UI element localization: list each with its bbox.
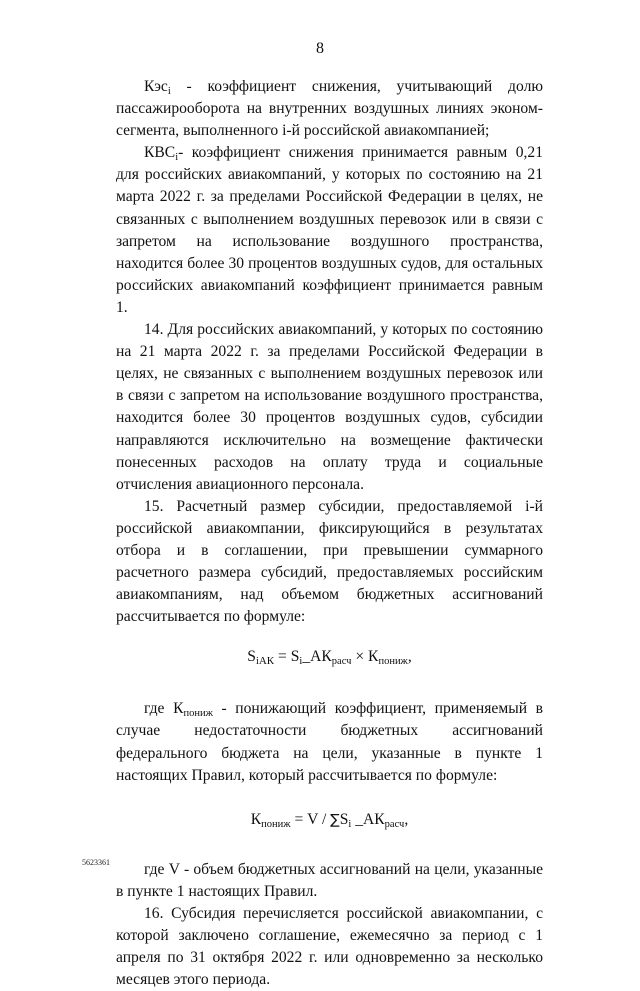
formula2-k: К [250,810,262,828]
formula-reduction-coefficient [116,809,543,831]
kvs-symbol: КВС [144,144,176,162]
v-definition: где V - объем бюджетных ассигнований на цели, указанные в пункте 1 настоящих Правил. [116,860,543,900]
formula1-lhs-sub-ak: АК [258,655,275,668]
formula2-ak: _АК [351,810,385,828]
paragraph-14: 14. Для российских авиакомпаний, у которых по состоянию на 21 марта 2022 г. за пределами Российской Федерации в целях, не связанных с выполнением воздушных перевозок или в связи с запретом на использование воздушного пространства, находится более 30 процентов воздушных судов, субсидии направляются исключительно на возмещение фактически понесенных расходов на оплату труда и социальные отчисления авиационного персонала. [116,321,543,493]
sum-icon: ∑ [330,811,340,828]
formula2-s: S [339,810,349,828]
formula1-end: , [407,648,412,666]
formula1-eq: = S [274,648,300,666]
kvs-text: - коэффициент снижения принимается равным 0,21 для российских авиакомпаний, у которых по состоянию на 21 марта 2022 г. за пределами Российской Федерации в целях, не связанных с выполнением воздушных перевозок или в связи с запретом на использование воздушного пространства, находится более 30 процентов воздушных судов, для остальных российских авиакомпаний коэффициент принимается равным 1. [116,144,543,316]
kes-symbol: Кэс [144,78,168,95]
document-body [116,76,543,991]
paragraph-16: 16. Субсидия перечисляется российской авиакомпании, с которой заключено соглашение, ежемесячно за период с 1 апреля по 31 октября 2022 г. или одновременно за несколько месяцев этого периода. [116,904,543,989]
formula1-ak-sub: расч [331,656,352,668]
formula1-k-sub: пониж [378,656,408,668]
formula2-k-sub: пониж [261,818,291,830]
k-def-sub: пониж [183,708,213,720]
kes-definition [116,76,543,142]
formula2-eq: = V / [290,810,331,828]
paragraph-15: 15. Расчетный размер субсидии, предоставляемой i-й российской авиакомпании, фиксирующийся в результатах отбора и в соглашении, при превышении суммарного расчетного размера субсидий, предоставляемых российским авиакомпаниям, над объемом бюджетных ассигнований рассчитывается по формуле: [116,497,543,626]
formula1-lhs-sub-i: i [255,656,259,668]
formula-subsidy [116,646,543,668]
kvs-definition [116,142,543,319]
formula1-ak: _АК [302,648,332,666]
formula1-lhs-sub [256,656,274,667]
k-def-text: - понижающий коэффициент, применяемый в случае недостаточности бюджетных ассигнований федерального бюджета на цели, указанные в пункте 1 настоящих Правил, который рассчитывается по формуле: [116,700,543,784]
k-def-prefix: где К [144,700,184,718]
formula2-end: , [404,810,409,828]
kes-subscript: i [167,86,171,97]
formula1-times: × К [351,648,379,666]
k-definition [116,698,543,786]
formula2-ak-sub: расч [384,818,405,830]
formula2-s-sub: i [348,818,352,830]
formula1-lhs: S [247,648,256,666]
page-number: 8 [316,40,324,57]
kes-text: - коэффициент снижения, учитывающий долю пассажирооборота на внутренних воздушных линиях эконом-сегмента, выполненного i-й российской авиакомпанией; [116,78,543,140]
kvs-subscript: i [175,152,179,164]
document-code: 5623361 [82,858,110,867]
formula1-s-sub: i [299,656,303,668]
